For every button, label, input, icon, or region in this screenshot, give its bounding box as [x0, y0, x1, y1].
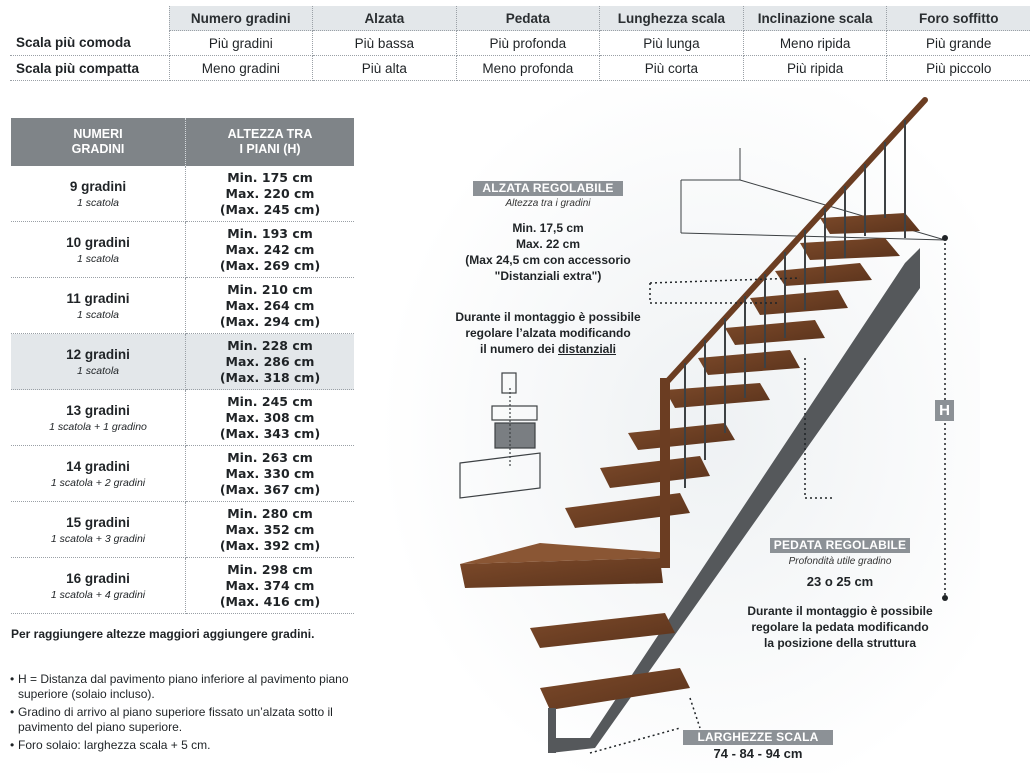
- steps-boxes: 1 scatola + 1 gradino: [49, 420, 147, 433]
- alzata-note-text: il numero dei: [479, 342, 558, 356]
- steps-row: [11, 446, 354, 502]
- steps-cell: [11, 502, 186, 558]
- comparison-cell: Più corta: [600, 56, 744, 81]
- steps-row: [11, 558, 354, 614]
- comparison-row-compatta: [10, 56, 1030, 81]
- steps-boxes: 1 scatola: [76, 364, 120, 377]
- comparison-cell: Più gradini: [169, 31, 313, 56]
- note-item: • H = Distanza dal pavimento piano inferiore al pavimento piano superiore (solaio incluso).: [10, 672, 360, 702]
- alzata-title: ALZATA REGOLABILE: [473, 181, 623, 196]
- pedata-note-line: la posizione della struttura: [763, 636, 917, 650]
- steps-cell: [11, 166, 186, 222]
- pedata-value: 23 o 25 cm: [806, 574, 874, 589]
- height-cell: [186, 558, 355, 614]
- comparison-cell: Più alta: [313, 56, 456, 81]
- steps-count: 12 gradini: [66, 346, 130, 362]
- alzata-max-accessory: (Max 24,5 cm con accessorio: [465, 253, 631, 267]
- height-max-extra: (Max. 269 cm): [219, 257, 321, 273]
- alzata-note: [448, 309, 648, 357]
- comparison-table: [10, 6, 1030, 81]
- height-max-extra: (Max. 367 cm): [219, 481, 321, 497]
- staircase-illustration: [380, 88, 980, 773]
- note-item: • Foro solaio: larghezza scala + 5 cm.: [10, 738, 360, 753]
- comparison-col-header: Inclinazione scala: [743, 6, 887, 31]
- steps-cell: [11, 222, 186, 278]
- pedata-subtitle: Profondità utile gradino: [788, 556, 892, 567]
- steps-count: 15 gradini: [66, 514, 130, 530]
- height-max: Max. 264 cm: [225, 297, 315, 313]
- height-max-extra: (Max. 392 cm): [219, 537, 321, 553]
- height-col-header-line: I PIANI (H): [239, 142, 301, 156]
- height-max: Max. 374 cm: [225, 577, 315, 593]
- comparison-corner: [10, 6, 169, 31]
- height-cell: [186, 446, 355, 502]
- comparison-row-label: Scala più comoda: [10, 31, 169, 56]
- distanziali-link: distanziali: [558, 342, 617, 356]
- height-cell: [186, 278, 355, 334]
- steps-cell: [11, 446, 186, 502]
- height-min: Min. 193 cm: [227, 225, 313, 241]
- alzata-note-line: [448, 341, 648, 357]
- height-max: Max. 308 cm: [225, 409, 315, 425]
- steps-count: 10 gradini: [66, 234, 130, 250]
- steps-boxes: 1 scatola + 2 gradini: [50, 476, 146, 489]
- steps-boxes: 1 scatola + 4 gradini: [50, 588, 146, 601]
- pedata-note-line: Durante il montaggio è possibile: [747, 604, 933, 618]
- height-max-extra: (Max. 318 cm): [219, 369, 321, 385]
- alzata-values: [448, 220, 648, 284]
- height-max-extra: (Max. 343 cm): [219, 425, 321, 441]
- height-max-extra: (Max. 416 cm): [219, 593, 321, 609]
- steps-boxes: 1 scatola: [76, 252, 120, 265]
- height-h-label: H: [935, 400, 954, 421]
- steps-count: 11 gradini: [66, 290, 130, 306]
- alzata-min: Min. 17,5 cm: [512, 221, 584, 235]
- height-min: Min. 298 cm: [227, 561, 313, 577]
- steps-cell: [11, 278, 186, 334]
- height-max: Max. 330 cm: [225, 465, 315, 481]
- comparison-row-comoda: [10, 31, 1030, 56]
- steps-count: 16 gradini: [66, 570, 130, 586]
- steps-boxes: 1 scatola + 3 gradini: [50, 532, 146, 545]
- steps-boxes: 1 scatola: [76, 196, 120, 209]
- comparison-cell: Più bassa: [313, 31, 456, 56]
- height-col-header-line: ALTEZZA TRA: [227, 127, 313, 141]
- height-max: Max. 220 cm: [225, 185, 315, 201]
- steps-height-table: [11, 118, 354, 614]
- height-cell: [186, 166, 355, 222]
- steps-cell: [11, 558, 186, 614]
- height-cell: [186, 502, 355, 558]
- comparison-cell: Meno gradini: [169, 56, 313, 81]
- pedata-title: PEDATA REGOLABILE: [770, 538, 910, 553]
- height-col-header: [186, 118, 355, 166]
- steps-header-row: [11, 118, 354, 166]
- steps-cell: [11, 334, 186, 390]
- pedata-note-line: regolare la pedata modificando: [751, 620, 929, 634]
- comparison-col-header: Lunghezza scala: [600, 6, 744, 31]
- height-min: Min. 228 cm: [227, 337, 313, 353]
- steps-row-highlighted: [11, 334, 354, 390]
- height-max-extra: (Max. 245 cm): [219, 201, 321, 217]
- alzata-note-line: Durante il montaggio è possibile: [455, 310, 641, 324]
- comparison-cell: Più ripida: [743, 56, 887, 81]
- larghezze-title: LARGHEZZE SCALA: [683, 730, 833, 745]
- steps-row: [11, 502, 354, 558]
- height-min: Min. 280 cm: [227, 505, 313, 521]
- height-max: Max. 242 cm: [225, 241, 315, 257]
- comparison-cell: Meno profonda: [456, 56, 600, 81]
- steps-col-header: [11, 118, 186, 166]
- height-max: Max. 352 cm: [225, 521, 315, 537]
- height-max-extra: (Max. 294 cm): [219, 313, 321, 329]
- height-min: Min. 245 cm: [227, 393, 313, 409]
- steps-row: [11, 278, 354, 334]
- larghezze-value: 74 - 84 - 94 cm: [713, 746, 803, 761]
- steps-col-header-line: GRADINI: [71, 142, 125, 156]
- steps-count: 13 gradini: [66, 402, 130, 418]
- steps-col-header-line: NUMERI: [73, 127, 123, 141]
- alzata-subtitle: Altezza tra i gradini: [505, 198, 591, 209]
- steps-row: [11, 222, 354, 278]
- height-cell: [186, 390, 355, 446]
- comparison-cell: Più grande: [887, 31, 1030, 56]
- alzata-max: Max. 22 cm: [515, 237, 581, 251]
- steps-boxes: 1 scatola: [76, 308, 120, 321]
- extra-height-note: Per raggiungere altezze maggiori aggiungere gradini.: [11, 627, 315, 641]
- comparison-col-header: Alzata: [313, 6, 456, 31]
- alzata-accessory-name: "Distanziali extra"): [494, 269, 602, 283]
- height-cell: [186, 222, 355, 278]
- notes-list: [10, 672, 360, 756]
- comparison-cell: Più profonda: [456, 31, 600, 56]
- steps-row: [11, 166, 354, 222]
- alzata-note-line: regolare l’alzata modificando: [465, 326, 631, 340]
- steps-row: [11, 390, 354, 446]
- steps-cell: [11, 390, 186, 446]
- comparison-row-label: Scala più compatta: [10, 56, 169, 81]
- comparison-cell: Più piccolo: [887, 56, 1030, 81]
- steps-count: 9 gradini: [69, 178, 127, 194]
- comparison-col-header: Numero gradini: [169, 6, 313, 31]
- comparison-col-header: Foro soffitto: [887, 6, 1030, 31]
- height-max: Max. 286 cm: [225, 353, 315, 369]
- height-min: Min. 175 cm: [227, 169, 313, 185]
- height-cell: [186, 334, 355, 390]
- note-item: • Gradino di arrivo al piano superiore fissato un’alzata sotto il pavimento del piano superiore.: [10, 705, 360, 735]
- comparison-cell: Più lunga: [600, 31, 744, 56]
- pedata-note: [740, 603, 940, 651]
- comparison-col-header: Pedata: [456, 6, 600, 31]
- height-min: Min. 263 cm: [227, 449, 313, 465]
- comparison-cell: Meno ripida: [743, 31, 887, 56]
- height-min: Min. 210 cm: [227, 281, 313, 297]
- comparison-header-row: [10, 6, 1030, 31]
- steps-count: 14 gradini: [66, 458, 130, 474]
